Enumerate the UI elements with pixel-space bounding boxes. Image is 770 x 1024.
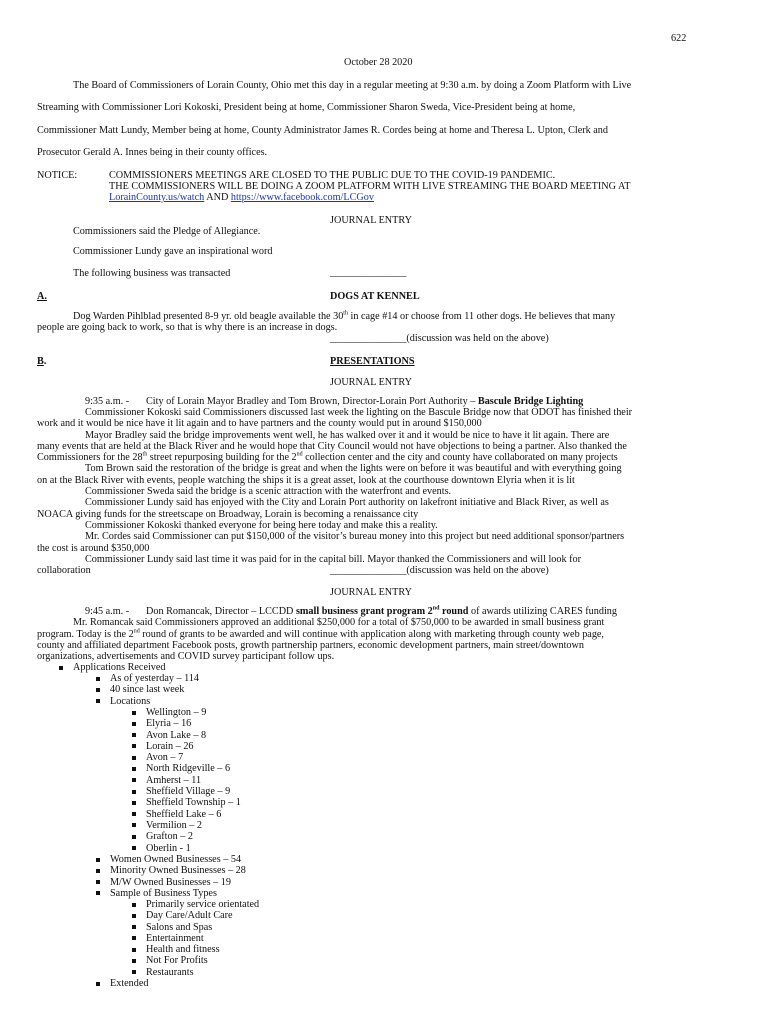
list-item: Primarily service orientated: [146, 899, 260, 910]
ownership-list: [110, 854, 246, 899]
p1-heading: City of Lorain Mayor Bradley and Tom Brown, Director-Lorain Port Authority – Bascule Bridge Lighting: [146, 396, 584, 407]
list-item: Elyria – 16: [146, 718, 241, 729]
p1-line-1: Commissioner Kokoski said Commissioners discussed last week the lighting on the Bascule Bridge now that ODOT has finished their: [85, 407, 633, 418]
list-item: Vermilion – 2: [146, 820, 241, 831]
p2-line-2: program. Today is the 2nd round of grants to be awarded and will continue with application along with marketing through county web page,: [37, 628, 604, 640]
list-item: Restaurants: [146, 967, 259, 978]
section-a-letter: A.: [37, 291, 47, 302]
list-item: Women Owned Businesses – 54: [110, 854, 246, 865]
intro-line-1: The Board of Commissioners of Lorain County, Ohio met this day in a regular meeting at 9:30 a.m. by doing a Zoom Platform with Live: [73, 80, 632, 91]
notice-line-2: THE COMMISSIONERS WILL BE DOING A ZOOM PLATFORM WITH LIVE STREAMING THE BOARD MEETING AT: [109, 181, 631, 192]
pledge-text: Commissioners said the Pledge of Allegiance.: [73, 226, 261, 237]
list-item: Minority Owned Businesses – 28: [110, 865, 246, 877]
extended-list: [110, 978, 148, 989]
section-a-title: DOGS AT KENNEL: [330, 291, 420, 302]
p1-line-2: work and it would be nice have it lit again and to have partners and the county would put in around $150,000: [37, 418, 482, 429]
intro-line-4: Prosecutor Gerald A. Innes being in their county offices.: [37, 147, 268, 158]
list-item: Amherst – 11: [146, 775, 241, 786]
page-number: 622: [671, 33, 687, 44]
list-item: Oberlin - 1: [146, 843, 241, 854]
p1-line-6: Tom Brown said the restoration of the bridge is great and when the lights were on before it was beautiful and with everything going: [85, 463, 622, 474]
notice-label: NOTICE:: [37, 170, 78, 181]
journal-entry-heading: JOURNAL ENTRY: [330, 215, 412, 226]
p2-time: 9:45 a.m. -: [85, 606, 130, 617]
list-item: Applications Received: [73, 662, 166, 673]
journal-entry-heading-3: JOURNAL ENTRY: [330, 587, 412, 598]
list-item: Sample of Business Types: [110, 888, 246, 899]
p1-line-7: on at the Black River with events, people watching the ships it is a great asset, look at the courthouse downtown Elyria when it is lit: [37, 475, 575, 486]
p2-heading: Don Romancak, Director – LCCDD small business grant program 2nd round of awards utilizing CARES funding: [146, 605, 617, 617]
list-item: North Ridgeville – 6: [146, 763, 241, 774]
list-item: Wellington – 9: [146, 707, 241, 718]
applications-list: [73, 662, 166, 673]
list-item: Entertainment: [146, 933, 259, 944]
inspiration-text: Commissioner Lundy gave an inspirational word: [73, 246, 273, 257]
dog-warden-line-1: Dog Warden Pihlblad presented 8-9 yr. old beagle available the 30th in cage #14 or choose from 11 other dogs. He believes that many: [73, 310, 616, 322]
list-item: Salons and Spas: [146, 922, 259, 933]
list-item: As of yesterday – 114: [110, 673, 200, 684]
list-item: Avon – 7: [146, 752, 241, 763]
list-item: Day Care/Adult Care: [146, 910, 259, 921]
discussion-note-a: _______________(discussion was held on the above): [330, 333, 549, 344]
watch-link[interactable]: LorainCounty.us/watch: [109, 192, 205, 203]
dog-warden-line-2: people are going back to work, so that is why there is an increase in dogs.: [37, 322, 338, 333]
notice-links: [109, 192, 374, 203]
facebook-link[interactable]: https://www.facebook.com/LCGov: [230, 192, 374, 203]
p2-line-4: organizations, advertisements and COVID survey participant follow ups.: [37, 651, 335, 662]
section-b-letter: B.: [37, 356, 47, 367]
p1-line-15: collaboration: [37, 565, 91, 576]
signature-blank: _______________: [330, 267, 407, 278]
p1-line-5: Commissioners for the 28th street repurposing building for the 2nd collection center and the city and county have collaborated on many projects: [37, 451, 618, 463]
list-item: Not For Profits: [146, 955, 259, 966]
list-item: Health and fitness: [146, 944, 259, 955]
journal-entry-heading-2: JOURNAL ENTRY: [330, 377, 412, 388]
p1-line-3: Mayor Bradley said the bridge improvements went well, he has walked over it and it would be nice to have it lit again. There are: [85, 430, 610, 441]
list-item: Locations: [110, 696, 199, 707]
notice-line-1: COMMISSIONERS MEETINGS ARE CLOSED TO THE PUBLIC DUE TO THE COVID-19 PANDEMIC.: [109, 170, 556, 181]
list-item: 40 since last week: [110, 684, 199, 695]
list-item: Sheffield Lake – 6: [146, 809, 241, 820]
list-item: M/W Owned Businesses – 19: [110, 877, 246, 888]
intro-line-3: Commissioner Matt Lundy, Member being at home, County Administrator James R. Cordes being at home and Theresa L. Upton, Clerk and: [37, 125, 608, 136]
meeting-date: October 28 2020: [344, 57, 413, 68]
p1-line-12: Mr. Cordes said Commissioner can put $150,000 of the visitor’s bureau money into this project but need additional sponsor/partners: [85, 531, 625, 542]
list-item: Avon Lake – 8: [146, 730, 241, 741]
list-item: Grafton – 2: [146, 831, 241, 842]
intro-line-2: Streaming with Commissioner Lori Kokoski, President being at home, Commissioner Sharon Sweda, Vice-President being at home,: [37, 102, 576, 113]
business-text: The following business was transacted: [73, 268, 231, 279]
notice-and: AND: [204, 192, 231, 203]
list-item: Sheffield Township – 1: [146, 797, 241, 809]
p1-line-9: Commissioner Lundy said has enjoyed with the City and Lorain Port authority on lakefront initiative and Black River, as well as: [85, 497, 609, 508]
p1-line-14: Commissioner Lundy said last time it was paid for in the capital bill. Mayor thanked the Commissioners and will look for: [85, 554, 581, 565]
applications-sublist: [110, 673, 199, 707]
business-types-list: [146, 899, 259, 978]
section-b-title: PRESENTATIONS: [330, 356, 415, 367]
p1-line-10: NOACA giving funds for the streetscape on Broadway, Lorain is becoming a renaissance city: [37, 509, 419, 520]
p1-line-8: Commissioner Sweda said the bridge is a scenic attraction with the waterfront and events.: [85, 486, 452, 497]
list-item: Lorain – 26: [146, 741, 241, 752]
discussion-note-b: _______________(discussion was held on the above): [330, 565, 549, 576]
p2-line-3: county and affiliated department Facebook posts, growth partnership partners, economic development partners, main street/downtown: [37, 640, 584, 651]
p1-line-11: Commissioner Kokoski thanked everyone for being here today and make this a reality.: [85, 520, 438, 531]
locations-list: [146, 707, 241, 854]
p1-line-13: the cost is around $350,000: [37, 543, 150, 554]
p1-line-4: many events that are held at the Black River and he would hope that City Council would not have objections to being a partner. Also thanked the: [37, 441, 627, 452]
p1-time: 9:35 a.m. -: [85, 396, 130, 407]
list-item: Sheffield Village – 9: [146, 786, 241, 797]
list-item: Extended: [110, 978, 149, 989]
p2-line-1: Mr. Romancak said Commissioners approved an additional $250,000 for a total of $750,000 to be awarded in small business grant: [73, 617, 605, 628]
